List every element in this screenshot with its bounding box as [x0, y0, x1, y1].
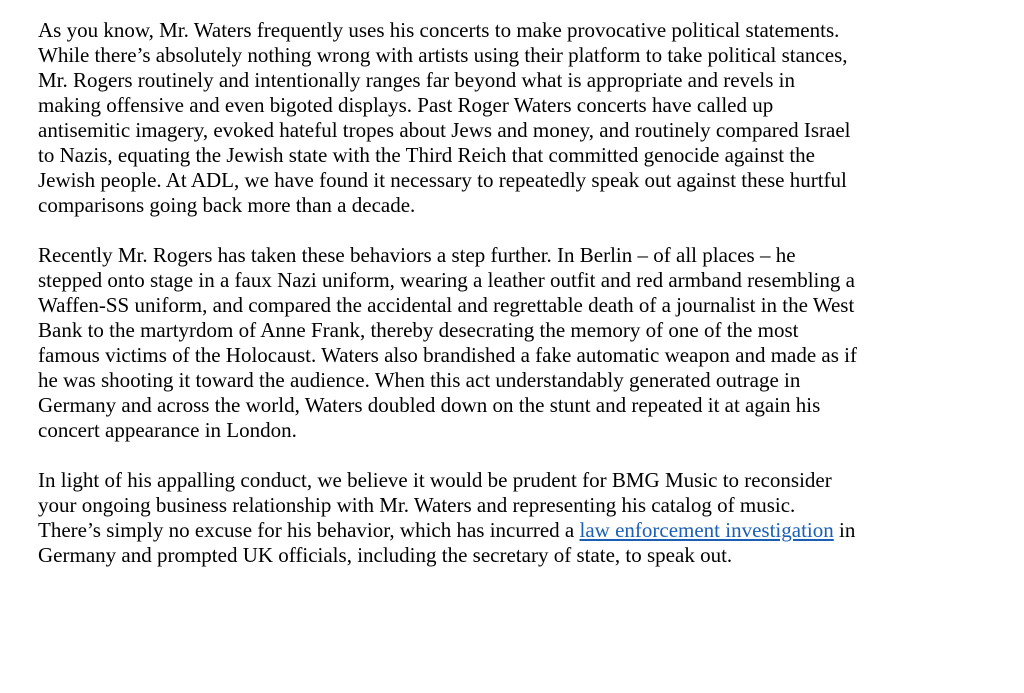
link-trail-text: in — [833, 518, 856, 542]
paragraph-2 — [38, 243, 998, 443]
paragraph-line: Mr. Rogers routinely and intentionally ranges far beyond what is appropriate and revels in — [38, 68, 795, 92]
paragraph-line: Germany and across the world, Waters doubled down on the stunt and repeated it at again his — [38, 393, 821, 417]
paragraph-line: Waffen-SS uniform, and compared the accidental and regrettable death of a journalist in the West — [38, 293, 855, 317]
paragraph-1 — [38, 18, 998, 218]
paragraph-3 — [38, 468, 998, 568]
paragraph-line: comparisons going back more than a decade. — [38, 193, 416, 217]
letter-body — [38, 18, 998, 568]
paragraph-line: antisemitic imagery, evoked hateful tropes about Jews and money, and routinely compared Israel — [38, 118, 851, 142]
paragraph-line: your ongoing business relationship with Mr. Waters and representing his catalog of music. — [38, 493, 796, 517]
paragraph-spacer — [38, 218, 998, 243]
law-enforcement-investigation-link[interactable]: law enforcement investigation — [579, 518, 834, 542]
link-lead-text: There’s simply no excuse for his behavior, which has incurred a — [38, 518, 580, 542]
paragraph-line: Recently Mr. Rogers has taken these behaviors a step further. In Berlin – of all places – he — [38, 243, 796, 267]
paragraph-line: stepped onto stage in a faux Nazi uniform, wearing a leather outfit and red armband resembling a — [38, 268, 855, 292]
paragraph-line: to Nazis, equating the Jewish state with the Third Reich that committed genocide against the — [38, 143, 815, 167]
paragraph-line: Bank to the martyrdom of Anne Frank, thereby desecrating the memory of one of the most — [38, 318, 799, 342]
paragraph-line: Germany and prompted UK officials, including the secretary of state, to speak out. — [38, 543, 733, 567]
paragraph-line: he was shooting it toward the audience. When this act understandably generated outrage in — [38, 368, 801, 392]
paragraph-line: As you know, Mr. Waters frequently uses his concerts to make provocative political statements. — [38, 18, 840, 42]
paragraph-line-with-link — [38, 518, 998, 543]
paragraph-line: making offensive and even bigoted displays. Past Roger Waters concerts have called up — [38, 93, 774, 117]
paragraph-line: Jewish people. At ADL, we have found it necessary to repeatedly speak out against these hurtful — [38, 168, 847, 192]
paragraph-line: concert appearance in London. — [38, 418, 297, 442]
paragraph-line: In light of his appalling conduct, we believe it would be prudent for BMG Music to reconsider — [38, 468, 832, 492]
paragraph-spacer — [38, 443, 998, 468]
paragraph-line: famous victims of the Holocaust. Waters also brandished a fake automatic weapon and made as if — [38, 343, 857, 367]
paragraph-line: While there’s absolutely nothing wrong with artists using their platform to take political stances, — [38, 43, 848, 67]
